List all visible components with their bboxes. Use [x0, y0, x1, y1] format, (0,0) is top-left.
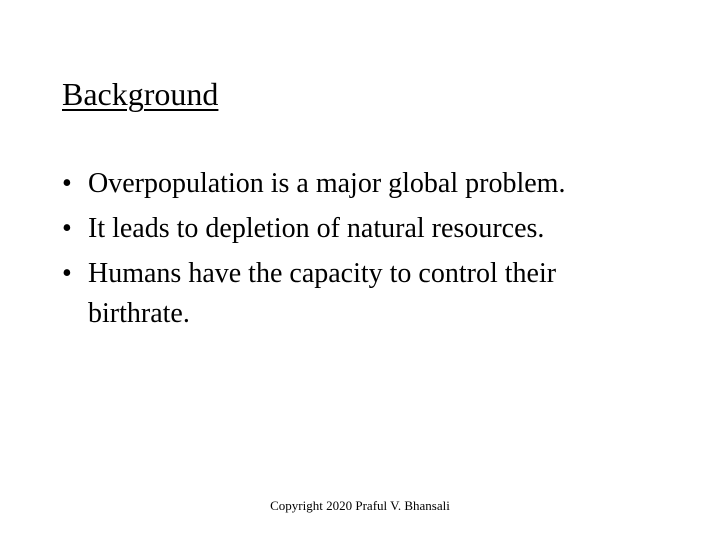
bullet-icon: • [62, 168, 72, 199]
bullet-item [62, 209, 662, 249]
bullet-text: Overpopulation is a major global problem. [88, 168, 566, 199]
copyright-footer: Copyright 2020 Praful V. Bhansali [270, 498, 450, 513]
bullet-item [62, 254, 662, 334]
bullet-icon: • [62, 213, 72, 244]
bullet-item [62, 164, 662, 204]
slide-title: Background [62, 76, 219, 112]
bullet-list [62, 164, 662, 339]
bullet-text: It leads to depletion of natural resources. [88, 213, 545, 244]
bullet-icon: • [62, 258, 72, 289]
bullet-text: Humans have the capacity to control their birthrate. [88, 258, 557, 329]
